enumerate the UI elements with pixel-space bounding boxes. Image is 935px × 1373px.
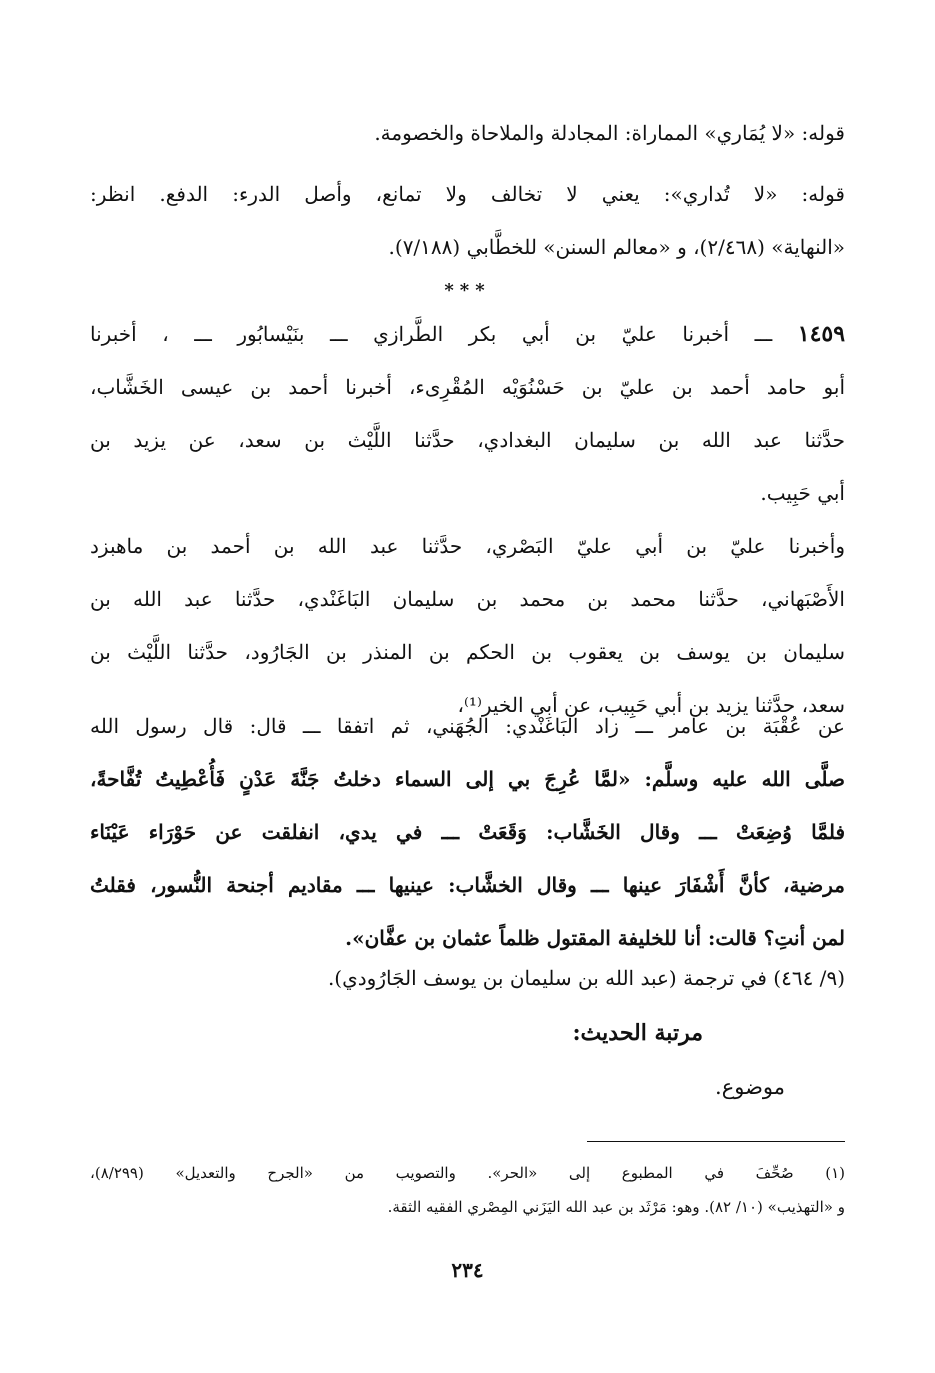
matn-paragraph	[90, 700, 845, 965]
section-separator: ***	[444, 280, 491, 301]
footnote-divider	[587, 1141, 845, 1142]
isnad-line: أبو حامد أحمد بن عليّ بن حَسْنُوَيْه المُقْرِىء، أخبرنا أحمد بن عيسى الخَشَّاب،	[90, 375, 845, 399]
matn-line: لمن أنتِ؟ قالت: أنا للخليفة المقتول ظلماً عثمان بن عفَّان».	[345, 926, 845, 950]
isnad-line: وأخبرنا عليّ بن أبي عليّ البَصْري، حدَّثنا عبد الله بن أحمد بن ماهبزد	[90, 534, 845, 558]
isnad-line: الأَصْبَهاني، حدَّثنا محمد بن محمد بن سليمان البَاغَنْدي، حدَّثنا عبد الله بن	[90, 587, 845, 611]
matn-line: فلمَّا وُضِعَتْ ـــ وقال الخَشَّاب: وَقَعَتْ ـــ في يدي، انفلقت عن حَوْرَاء عَيْنَاء	[90, 820, 845, 844]
isnad-line	[90, 308, 845, 361]
footnote	[90, 1156, 845, 1224]
gloss-line: قوله: «لا يُمَاري» المماراة: المجادلة والملاحاة والخصومة.	[374, 121, 845, 145]
footnote-line: (١) صُحِّفَ في المطبوع إلى «الحر». والتصويب من «الجرح والتعديل» (٨/٢٩٩)،	[90, 1164, 845, 1182]
gloss-line: قوله: «لا تُداري»: يعني لا تخالف ولا تمانع، وأصل الدرء: الدفع. انظر:	[90, 182, 845, 206]
matn-line: عن عُقْبَة بن عامر ـــ زاد البَاغَنْدي: الجُهَني، ثم اتفقا ـــ قال: قال رسول الله	[90, 714, 845, 738]
grade-heading: مرتبة الحديث:	[572, 1020, 703, 1046]
isnad-line: حدَّثنا عبد الله بن سليمان البغدادي، حدَّثنا اللَّيْث بن سعد، عن يزيد بن	[90, 428, 845, 452]
isnad-paragraph-1	[90, 308, 845, 520]
gloss-paragraph-1	[90, 107, 845, 160]
page-number: ٢٣٤	[451, 1258, 484, 1282]
reference-line: (٩/ ٤٦٤) في ترجمة (عبد الله بن سليمان بن يوسف الجَارُودي).	[327, 966, 845, 990]
isnad-line: أبي حَبِيب.	[760, 481, 845, 505]
matn-line: مرضية، كأنَّ أَشْفَارَ عينها ـــ وقال الخشَّاب: عينيها ـــ مقاديم أجنحة النُّسور، فقلتُ	[90, 873, 845, 897]
isnad-line: سعد، حدَّثنا يزيد بن أبي حَبِيب، عن أبي الخير⁽¹⁾،	[457, 693, 845, 717]
grade-value: موضوع.	[715, 1075, 785, 1099]
isnad-text: ـــ أخبرنا عليّ بن أبي بكر الطَّرازي ـــ بنَيْسابُور ـــ ، أخبرنا	[90, 322, 773, 346]
matn-line: صلَّى الله عليه وسلَّم: «لمَّا عُرِجَ بي إلى السماء دخلتُ جَنَّةَ عَدْنٍ فَأُعْطِيتُ تُفَّاحةً،	[90, 767, 845, 791]
isnad-line: سليمان بن يوسف بن يعقوب بن الحكم بن المنذر بن الجَارُود، حدَّثنا اللَّيْث بن	[90, 640, 845, 664]
gloss-line: «النهاية» (٢/٤٦٨)، و «معالم السنن» للخطَّابي (٧/١٨٨).	[388, 235, 845, 259]
gloss-paragraph-2	[90, 168, 845, 274]
reference-paragraph	[90, 952, 845, 1005]
footnote-line: و «التهذيب» (١٠/ ٨٢). وهو: مَرْثَد بن عبد الله اليَزَني المِصْري الفقيه الثقة.	[387, 1198, 845, 1216]
hadith-number: ١٤٥٩	[797, 321, 846, 347]
